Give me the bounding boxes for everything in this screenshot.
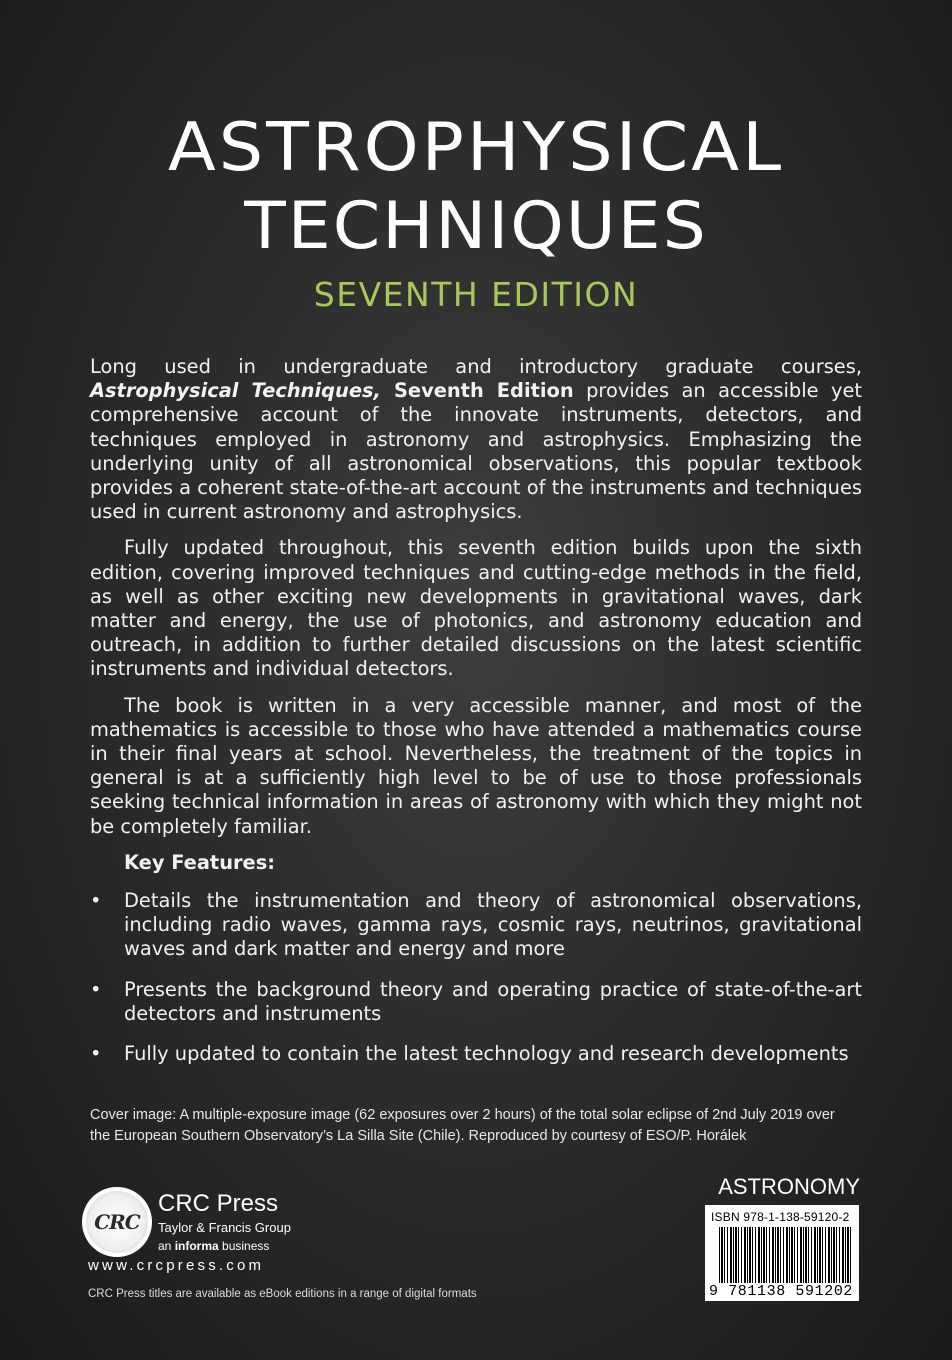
cover-image-credit: Cover image: A multiple-exposure image (62 exposures over 2 hours) of the total solar eclipse of 2nd July 2019 over the European Southern Observatory’s La Silla Site (Chile). Reproduced by courtesy of ESO/P. Horálek	[90, 1107, 835, 1144]
subject-category: ASTRONOMY	[718, 1174, 860, 1199]
publisher-group: Taylor & Francis Group	[158, 1220, 291, 1235]
barcode-digits: 9 781138 591202	[709, 1283, 854, 1300]
key-features-heading: Key Features:	[124, 850, 276, 874]
publisher-informa: an informa business	[158, 1239, 270, 1253]
bullet-icon: •	[90, 889, 102, 913]
book-title-line1: ASTROPHYSICAL	[167, 108, 785, 186]
feature-item: • Presents the background theory and operating practice of state-of-the-art detectors and instruments	[90, 977, 862, 1025]
bullet-icon: •	[90, 1042, 102, 1066]
blurb-paragraph-3: The book is written in a very accessible manner, and most of the mathematics is accessible to those who have attended a mathematics course in their final years at school. Nevertheless, the treatment of the topics in general is at a sufficiently high level to be of use to those professionals seeking technical information in areas of astronomy with which they might not be completely familiar.	[90, 693, 862, 838]
feature-item: • Details the instrumentation and theory of astronomical observations, including radio waves, gamma rays, cosmic rays, neutrinos, gravitational waves and dark matter and energy and more	[90, 889, 862, 961]
barcode	[705, 1205, 859, 1301]
crc-logo-icon	[82, 1187, 152, 1257]
blurb-paragraph-2: Fully updated throughout, this seventh edition builds upon the sixth edition, covering improved techniques and cutting-edge methods in the field, as well as other exciting new developments in gravitational waves, dark matter and energy, the use of photonics, and astronomy education and outreach, in addition to further detailed discussions on the latest scientific instruments and individual detectors.	[90, 536, 862, 681]
isbn-label: ISBN 978-1-138-59120-2	[711, 1210, 850, 1224]
book-title-line2: TECHNIQUES	[244, 189, 708, 265]
publisher-url[interactable]: www.crcpress.com	[88, 1257, 265, 1274]
feature-item: • Fully updated to contain the latest technology and research developments	[90, 1042, 849, 1066]
blurb	[90, 355, 862, 1082]
blurb-paragraph-1: Long used in undergraduate and introductory graduate courses, Astrophysical Techniques, Seventh Edition provides an accessible yet comprehensive account of the innovate instruments, detectors, and techniques employed in astronomy and astrophysics. Emphasizing the underlying unity of all astronomical observations, this popular textbook provides a coherent state-of-the-art account of the instruments and techniques used in current astronomy and astrophysics.	[90, 355, 863, 524]
ebook-note: CRC Press titles are available as eBook editions in a range of digital formats	[88, 1288, 477, 1300]
bullet-icon: •	[90, 977, 102, 1001]
edition-bold: Seventh Edition	[380, 379, 574, 403]
publisher-name: CRC Press	[158, 1190, 279, 1217]
barcode-bars-icon	[719, 1227, 853, 1283]
key-features-list	[90, 889, 862, 1066]
edition-label: SEVENTH EDITION	[313, 275, 639, 314]
book-title-italic: Astrophysical Techniques,	[90, 379, 381, 403]
crc-logo-text: CRC	[86, 1191, 148, 1253]
